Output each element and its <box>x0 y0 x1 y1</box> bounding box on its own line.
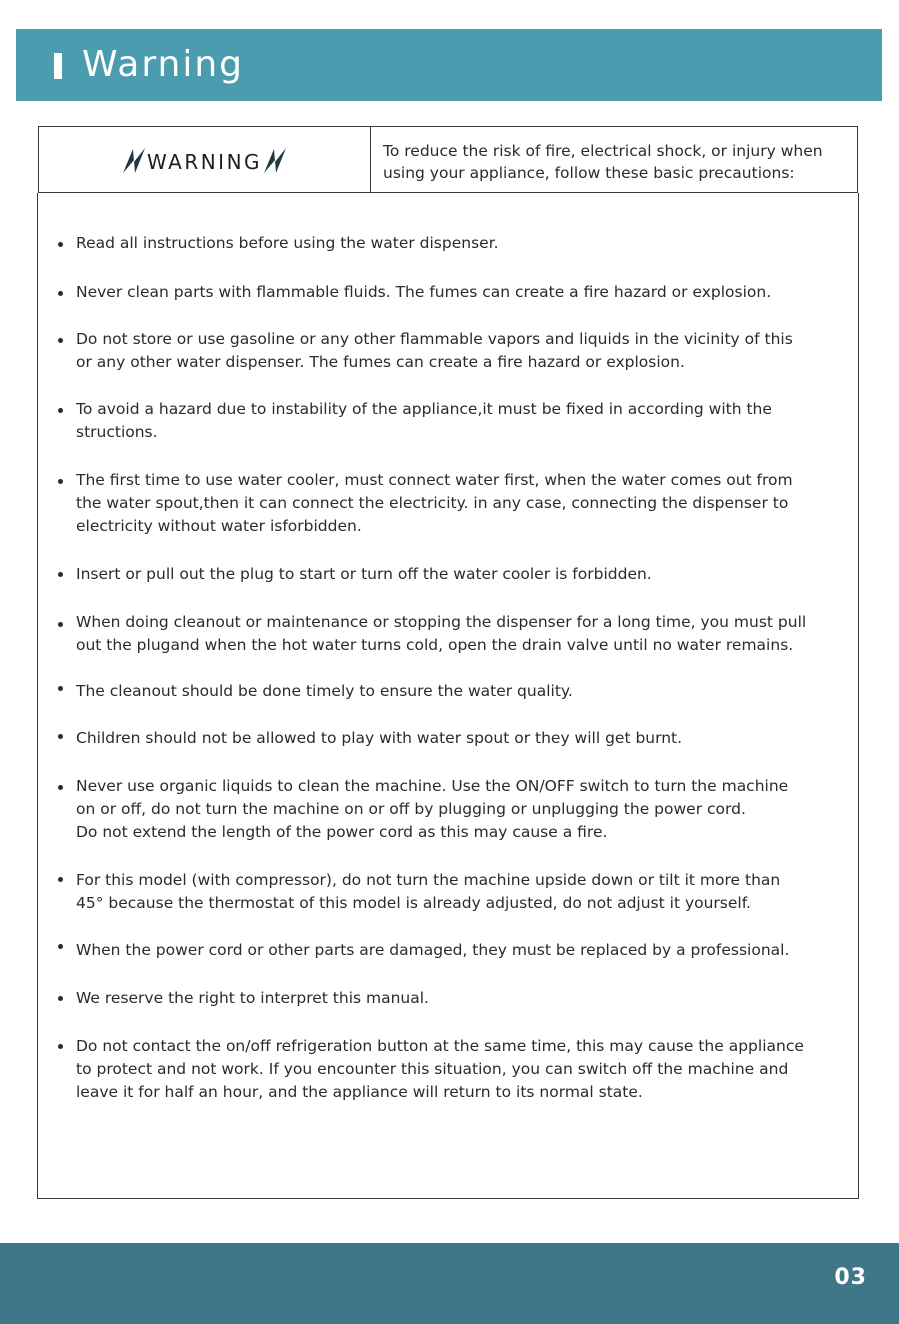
precautions-list <box>37 193 859 1199</box>
list-item-line: When doing cleanout or maintenance or stopping the dispenser for a long time, you must pull <box>76 613 807 631</box>
list-item-line: 45° because the thermostat of this model is already adjusted, do not adjust it yourself. <box>76 894 751 912</box>
list-item-line: Do not extend the length of the power cord as this may cause a fire. <box>76 823 608 841</box>
list-item <box>76 328 793 374</box>
list-item-line: electricity without water isforbidden. <box>76 517 362 535</box>
list-item-line: Read all instructions before using the water dispenser. <box>76 234 499 252</box>
list-item-line: We reserve the right to interpret this manual. <box>76 989 429 1007</box>
list-item <box>76 775 788 844</box>
list-item <box>76 281 771 304</box>
bullet <box>58 622 63 627</box>
list-item-line: out the plugand when the hot water turns cold, open the drain valve until no water remains. <box>76 636 794 654</box>
bullet <box>58 996 63 1001</box>
page-number: 03 <box>834 1265 867 1290</box>
bullet <box>58 1044 63 1049</box>
list-item <box>76 611 806 657</box>
warning-intro <box>371 127 857 192</box>
bullet <box>58 686 63 691</box>
lightning-bolt-icon <box>121 145 147 175</box>
list-item-line: Never clean parts with flammable fluids. The fumes can create a fire hazard or explosion. <box>76 283 772 301</box>
lightning-bolt-icon <box>262 145 288 175</box>
bullet <box>58 242 63 247</box>
list-item <box>76 939 789 962</box>
list-item-line: For this model (with compressor), do not turn the machine upside down or tilt it more than <box>76 871 781 889</box>
page-title: Warning <box>82 44 245 85</box>
bullet <box>58 479 63 484</box>
warning-intro-line: To reduce the risk of fire, electrical shock, or injury when <box>383 142 823 160</box>
list-item-line: the water spout,then it can connect the electricity. in any case, connecting the dispenser to <box>76 494 789 512</box>
list-item-line: Do not store or use gasoline or any other flammable vapors and liquids in the vicinity of this <box>76 330 793 348</box>
list-item <box>76 869 780 915</box>
header-banner <box>16 29 882 101</box>
list-item-line: Do not contact the on/off refrigeration button at the same time, this may cause the appliance <box>76 1037 804 1055</box>
bullet <box>58 338 63 343</box>
warning-box <box>38 126 858 193</box>
list-item <box>76 398 772 444</box>
list-item-line: to protect and not work. If you encounter this situation, you can switch off the machine and <box>76 1060 789 1078</box>
list-item <box>76 1035 804 1104</box>
list-item <box>76 727 682 750</box>
list-item-line: Insert or pull out the plug to start or turn off the water cooler is forbidden. <box>76 565 652 583</box>
bullet <box>58 785 63 790</box>
bullet <box>58 877 63 882</box>
header-accent-bar <box>54 53 62 79</box>
list-item-line: on or off, do not turn the machine on or off by plugging or unplugging the power cord. <box>76 800 746 818</box>
list-item-line: The cleanout should be done timely to ensure the water quality. <box>76 682 573 700</box>
bullet <box>58 408 63 413</box>
list-item <box>76 469 793 538</box>
list-item-line: leave it for half an hour, and the appliance will return to its normal state. <box>76 1083 643 1101</box>
bullet <box>58 291 63 296</box>
warning-label: WARNING <box>146 149 263 174</box>
list-item-line: When the power cord or other parts are damaged, they must be replaced by a professional. <box>76 941 790 959</box>
bullet <box>58 734 63 739</box>
warning-intro-line: using your appliance, follow these basic precautions: <box>383 164 795 182</box>
bullet <box>58 572 63 577</box>
list-item-line: or any other water dispenser. The fumes can create a fire hazard or explosion. <box>76 353 685 371</box>
list-item-line: To avoid a hazard due to instability of the appliance,it must be fixed in according with the <box>76 400 772 418</box>
list-item <box>76 680 573 703</box>
list-item-line: The first time to use water cooler, must connect water first, when the water comes out from <box>76 471 793 489</box>
list-item-line: structions. <box>76 423 158 441</box>
list-item <box>76 232 499 255</box>
warning-label-cell <box>39 127 371 192</box>
list-item-line: Children should not be allowed to play with water spout or they will get burnt. <box>76 729 683 747</box>
list-item-line: Never use organic liquids to clean the machine. Use the ON/OFF switch to turn the machine <box>76 777 789 795</box>
footer-bar <box>0 1243 899 1324</box>
list-item <box>76 987 429 1010</box>
bullet <box>58 944 63 949</box>
list-item <box>76 563 652 586</box>
